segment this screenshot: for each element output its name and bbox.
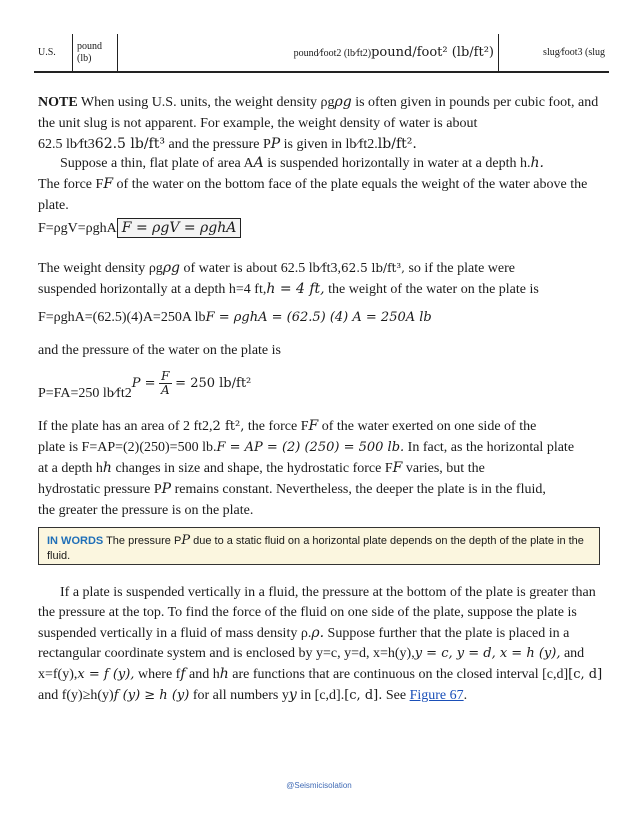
area-text-2: the force xyxy=(244,419,301,434)
suppose-paragraph xyxy=(38,153,606,174)
units-table xyxy=(34,34,609,71)
note-text-4: is given in xyxy=(280,137,346,152)
vertical-text-12: . xyxy=(463,688,468,703)
area-f-math: F xyxy=(308,418,319,434)
eq3-lhs: P = xyxy=(131,376,156,391)
eq3-fraction xyxy=(159,370,172,397)
area-text-9: hydrostatic pressure xyxy=(38,482,154,497)
area-text-8: varies, but the xyxy=(402,461,485,476)
figure-67-link[interactable]: Figure 67 xyxy=(409,688,464,703)
density-text-1: The weight density xyxy=(38,261,149,276)
vertical-f-plain: f xyxy=(175,667,181,682)
eq2-math: F = ρghA = (62.5) (4) A = 250A lb xyxy=(205,310,432,325)
vertical-ineq-plain: f(y)≥h(y) xyxy=(61,688,114,703)
vertical-bounds-plain: y=c, y=d, x=h(y), xyxy=(315,646,415,661)
area-p-math: P xyxy=(161,481,172,497)
suppose-text-2: is suspended horizontally in water at a depth xyxy=(263,156,520,171)
eq1-plain: F=ρgV=ρghA xyxy=(38,221,117,236)
note-unit-plain: lb⁄ft2. xyxy=(345,137,378,152)
note-rho-g-math: ρg xyxy=(334,94,352,110)
note-text-3: and the pressure xyxy=(164,137,263,152)
vertical-interval-math: [c, d] xyxy=(568,667,603,682)
vertical-text-7: continuous on the closed interval xyxy=(353,667,543,682)
suppose-a-math: A xyxy=(253,155,264,171)
density-line-2 xyxy=(38,279,539,300)
pressure-unit-plain: pound⁄foot2 (lb⁄ft2) xyxy=(293,48,372,59)
force-unit-cell: pound (lb) xyxy=(73,34,118,71)
area-text-1: If the plate has an area of xyxy=(38,419,183,434)
suppose-f-plain: F xyxy=(95,177,104,192)
vertical-text-3: and xyxy=(560,646,585,661)
note-text-1: When using U.S. units, the weight density xyxy=(77,95,321,110)
vertical-rho-math: ρ. xyxy=(311,625,325,641)
vertical-bounds-math: y = c, y = d, x = h (y), xyxy=(414,646,561,661)
area-line-4 xyxy=(38,479,546,500)
area-f2-math: F xyxy=(392,460,403,476)
vertical-text-2: Suppose further that the plate is placed in a rectangular coordinate system and is enclosed by xyxy=(38,626,570,661)
area-line-3 xyxy=(38,458,485,479)
density-text-4: suspended horizontally at a depth xyxy=(38,282,229,297)
suppose-f-math: F xyxy=(103,176,114,192)
area-h-math: h xyxy=(102,460,112,476)
vertical-text-9: for all numbers xyxy=(189,688,282,703)
area-f2-plain: F xyxy=(384,461,393,476)
vertical-h-plain: h xyxy=(212,667,220,682)
vertical-interval2-math: [c, d]. xyxy=(344,688,383,703)
density-value-math: 62.5 lb/ft³, xyxy=(341,261,405,275)
note-text-2: is often given in pounds per cubic foot, and the unit slug is not apparent. For example, the weight density of water is about xyxy=(38,95,599,131)
area-text-4: plate is xyxy=(38,440,82,455)
density-text-3: so if the plate were xyxy=(404,261,515,276)
note-paragraph xyxy=(38,92,606,155)
area-text-7: changes in size and shape, the hydrostatic force xyxy=(111,461,385,476)
area-area-plain: 2 ft2, xyxy=(182,419,213,434)
callout-p-plain: P xyxy=(173,535,182,547)
area-line-5: the greater the pressure is on the plate. xyxy=(38,503,254,518)
area-text-6: at a depth xyxy=(38,461,96,476)
vertical-interval-plain: [c,d] xyxy=(542,667,569,682)
callout-text-2: due to a static fluid on a horizontal plate depends on the depth of the plate in the fluid. xyxy=(47,535,584,562)
density-text-5: the weight of the water on the plate is xyxy=(324,282,539,297)
note-p-plain: P xyxy=(262,137,271,152)
vertical-text-4: where xyxy=(134,667,176,682)
suppose-paragraph-cont xyxy=(38,174,606,216)
vertical-text-1: If a plate is suspended vertically in a fluid, the pressure at the bottom of the plate is greater than the pressure at the top. To find the force of the fluid on one side of the plate, suppose the plate is suspended vertically in a fluid of mass density xyxy=(38,585,596,641)
note-rho-g-plain: ρg xyxy=(320,95,335,110)
vertical-interval2-plain: [c,d]. xyxy=(314,688,345,703)
area-text-10: remains constant. Nevertheless, the deeper the plate is in the fluid, xyxy=(171,482,546,497)
callout-tag: IN WORDS xyxy=(47,535,104,547)
note-value-plain: 62.5 lb⁄ft3 xyxy=(38,137,95,152)
density-unit-cell: slug⁄foot3 (slug xyxy=(499,34,610,71)
watermark-footer: @Seismicisolation xyxy=(286,781,352,790)
area-h-plain: h xyxy=(95,461,103,476)
vertical-rho-plain: ρ. xyxy=(300,626,312,641)
density-depth-plain: h=4 ft, xyxy=(228,282,267,297)
eq3-plain: P=FA=250 lb⁄ft2 xyxy=(38,386,132,401)
area-text-3: of the water exerted on one side of the xyxy=(318,419,537,434)
note-p-math: P xyxy=(270,136,281,152)
eq3-rhs: = 250 lb/ft² xyxy=(175,376,252,391)
eq1-math: F = ρgV = ρghA xyxy=(117,218,242,238)
vertical-text-10: in xyxy=(296,688,312,703)
suppose-text-1: Suppose a thin, flat plate of area xyxy=(60,156,244,171)
vertical-ineq-math: f (y) ≥ h (y) xyxy=(113,688,190,703)
area-line-2 xyxy=(38,437,574,458)
equation-3 xyxy=(38,364,251,404)
note-value-math: 62.5 lb/ft³ xyxy=(94,136,165,152)
vertical-text-8: and xyxy=(38,688,62,703)
callout-text-1: The pressure xyxy=(103,535,174,547)
area-calc-math: F = AP = (2) (250) = 500 lb. xyxy=(216,440,405,455)
table-bottom-rule xyxy=(34,71,609,73)
area-area-math: 2 ft², xyxy=(212,419,245,434)
in-words-callout xyxy=(38,527,600,565)
vertical-h-math: h xyxy=(219,666,229,682)
suppose-h-plain: h. xyxy=(519,156,531,171)
area-text-5: In fact, as the horizontal plate xyxy=(404,440,575,455)
vertical-f-math: f xyxy=(180,666,186,682)
vertical-y-plain: y xyxy=(281,688,289,703)
eq3-numerator: F xyxy=(159,370,172,384)
suppose-h-math: h. xyxy=(530,155,544,171)
eq3-denominator: A xyxy=(161,383,170,398)
suppose-text-4: of the water on the bottom face of the plate equals the weight of the water above the plate. xyxy=(38,177,588,213)
vertical-fx-math: x = f (y), xyxy=(77,667,135,682)
equation-1 xyxy=(38,218,241,239)
vertical-text-5: and xyxy=(185,667,213,682)
density-line-1 xyxy=(38,258,515,279)
pressure-unit-math: pound/foot² (lb/ft²) xyxy=(371,45,494,60)
note-label: NOTE xyxy=(38,95,78,110)
area-f-plain: F xyxy=(300,419,309,434)
area-calc-plain: F=AP=(2)(250)=500 lb. xyxy=(81,440,217,455)
eq2-plain: F=ρghA=(62.5)(4)A=250A lb xyxy=(38,310,206,325)
density-depth-math: h = 4 ft, xyxy=(266,281,325,297)
suppose-a-plain: A xyxy=(243,156,254,171)
vertical-text-6: are functions that are xyxy=(228,667,351,682)
density-rho-g-math: ρg xyxy=(162,260,181,276)
pressure-unit-cell xyxy=(118,34,499,71)
equation-2 xyxy=(38,307,432,328)
vertical-paragraph xyxy=(38,583,606,706)
vertical-y-math: y xyxy=(288,687,297,703)
units-system-cell: U.S. xyxy=(38,47,56,58)
density-text-2: of water is about xyxy=(180,261,281,276)
callout-p-math: P xyxy=(181,533,191,548)
area-p-plain: P xyxy=(153,482,162,497)
density-value-plain: 62.5 lb⁄ft3, xyxy=(280,261,341,276)
area-line-1 xyxy=(38,416,536,437)
pressure-intro: and the pressure of the water on the plate is xyxy=(38,343,281,358)
note-unit-math: lb/ft². xyxy=(377,136,417,152)
vertical-fx-plain: x=f(y), xyxy=(38,667,78,682)
vertical-text-11: See xyxy=(382,688,410,703)
density-rho-g-plain: ρg xyxy=(148,261,163,276)
suppose-text-3: The force xyxy=(38,177,96,192)
